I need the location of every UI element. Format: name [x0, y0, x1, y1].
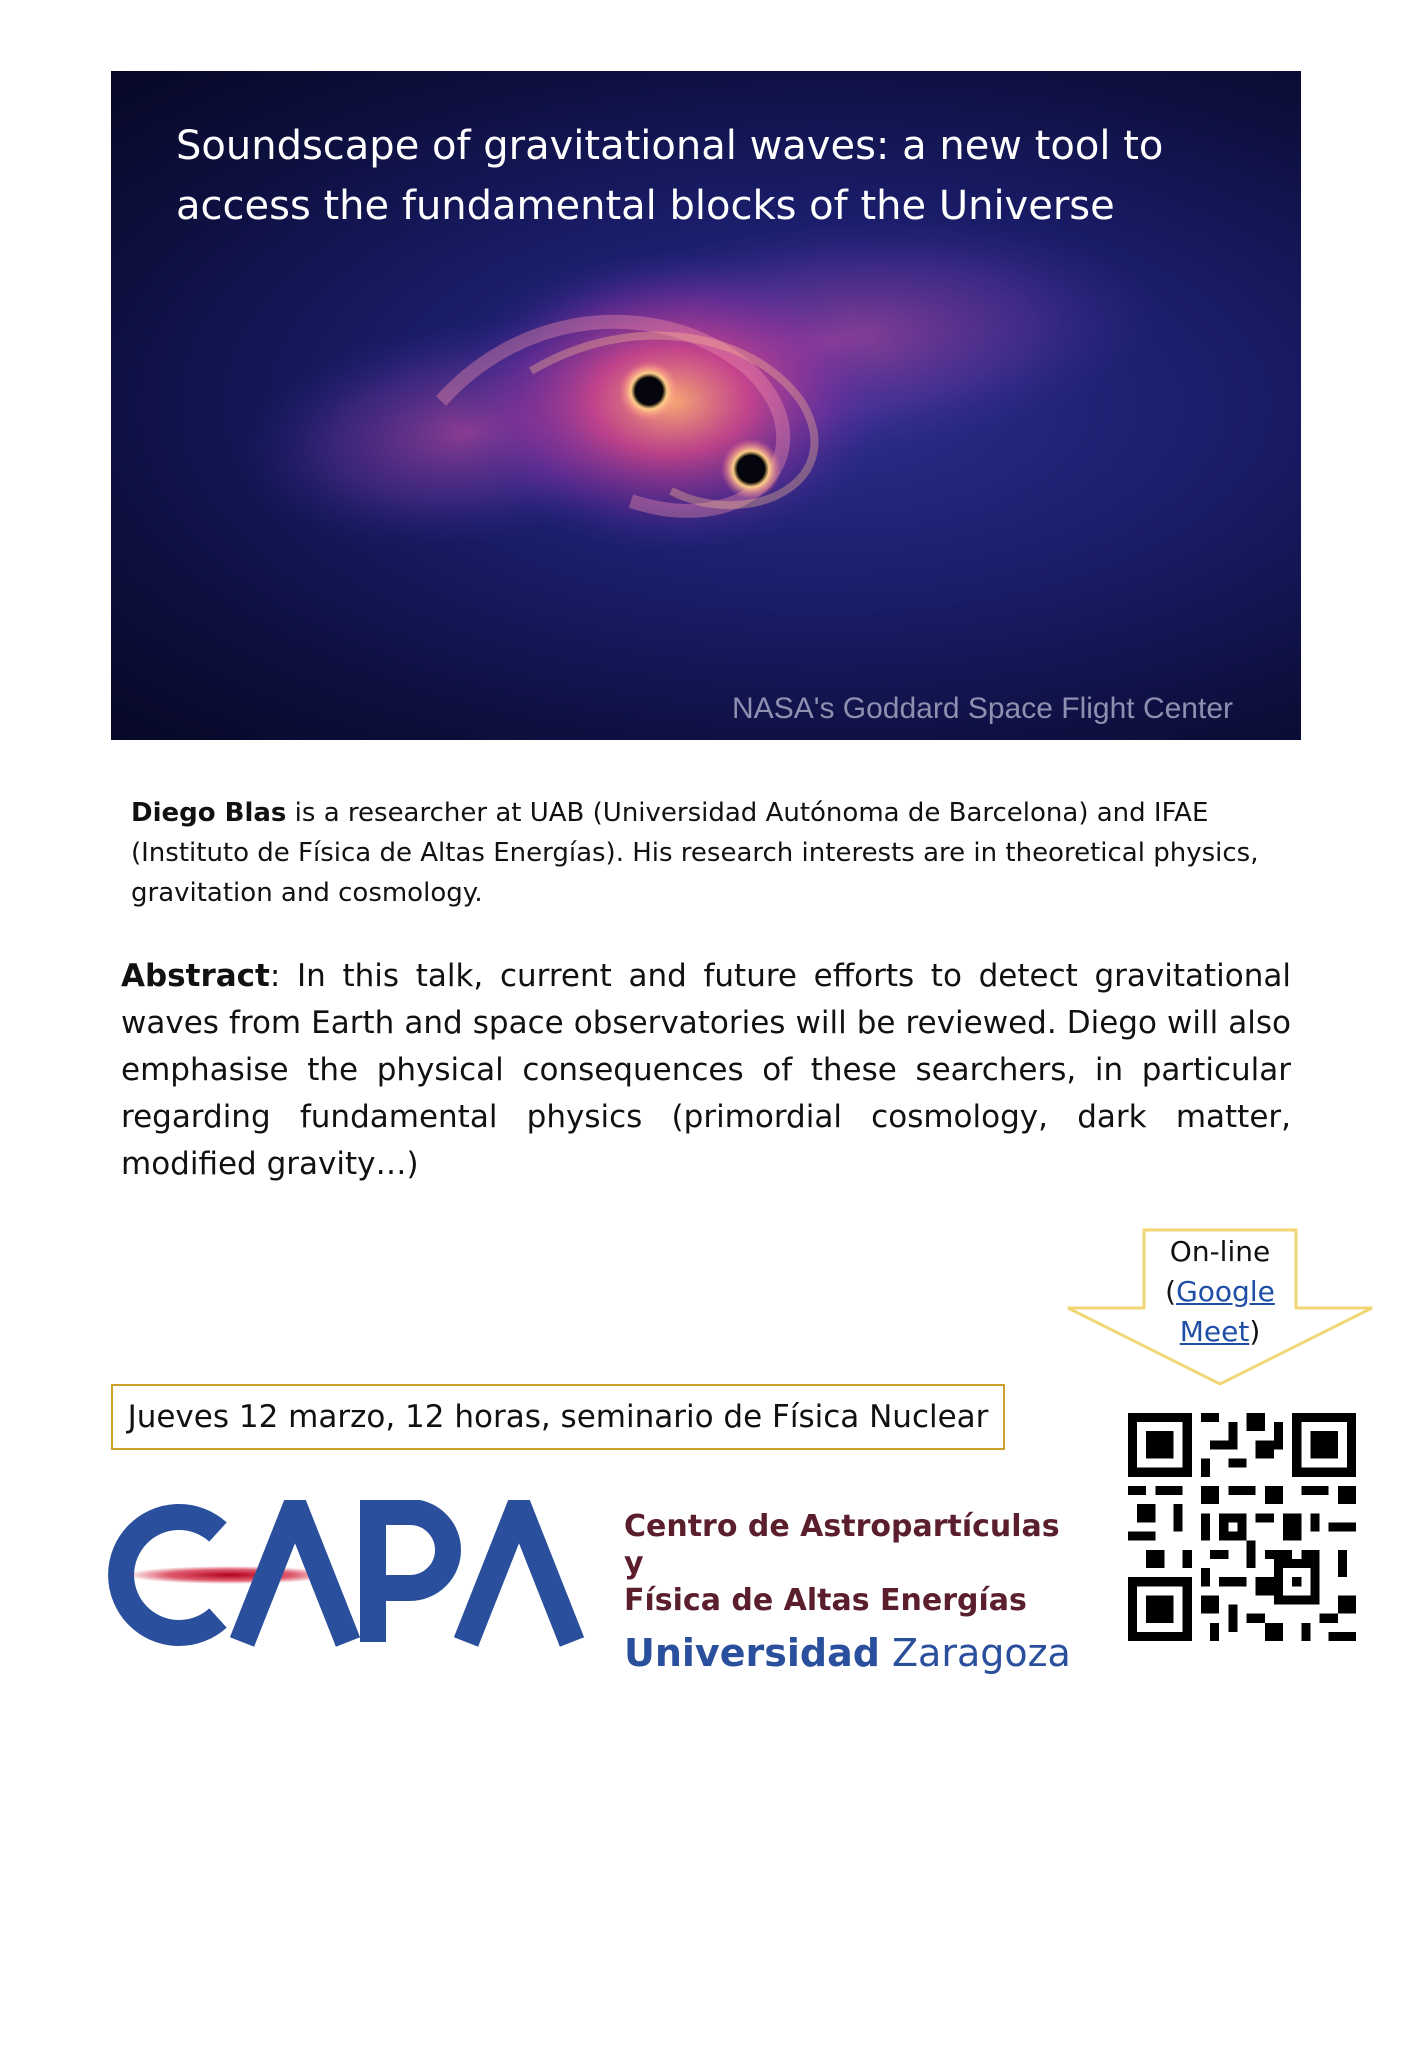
event-date-text: Jueves 12 marzo, 12 horas, seminario de Física Nuclear [127, 1399, 989, 1435]
online-text: On-line [1169, 1235, 1271, 1268]
google-meet-link[interactable]: Google [1176, 1275, 1275, 1308]
poster-title [176, 116, 1226, 236]
bio-text: is a researcher at UAB (Universidad Autónoma de Barcelona) and IFAE (Instituto de Física de Altas Energías). His research interests are in theoretical physics, gravitation and cosmology. [131, 798, 1259, 908]
university-bold: Universidad [624, 1631, 880, 1675]
close-paren: ) [1249, 1315, 1261, 1348]
image-credit: NASA's Goddard Space Flight Center [732, 692, 1233, 725]
university-name [624, 1631, 1084, 1675]
university-rest: Zaragoza [892, 1631, 1071, 1675]
event-date-box [111, 1384, 1005, 1450]
abstract-text: : In this talk, current and future efforts to detect gravitational waves from Earth and space observatories will be reviewed. Diego will also emphasise the physical consequences of these searchers, in particular regarding fundamental physics (primordial cosmology, dark matter, modified gravity…) [121, 958, 1291, 1182]
title-line-1: Soundscape of gravitational waves: a new tool to [176, 123, 1164, 169]
abstract [121, 953, 1291, 1188]
qr-code-icon[interactable] [1128, 1413, 1356, 1641]
hero-image [111, 71, 1301, 740]
capa-logo [90, 1500, 600, 1650]
title-line-2: access the fundamental blocks of the Universe [176, 183, 1115, 229]
speaker-name: Diego Blas [131, 798, 287, 828]
org-line-1: Centro de Astropartículas y [624, 1509, 1060, 1581]
organization-name [624, 1508, 1084, 1675]
google-meet-link-continued[interactable]: Meet [1179, 1315, 1250, 1348]
speaker-bio [131, 793, 1291, 913]
org-line-2: Física de Altas Energías [624, 1583, 1027, 1618]
online-label [1150, 1232, 1290, 1352]
abstract-label: Abstract [121, 958, 270, 994]
open-paren: ( [1165, 1275, 1177, 1308]
